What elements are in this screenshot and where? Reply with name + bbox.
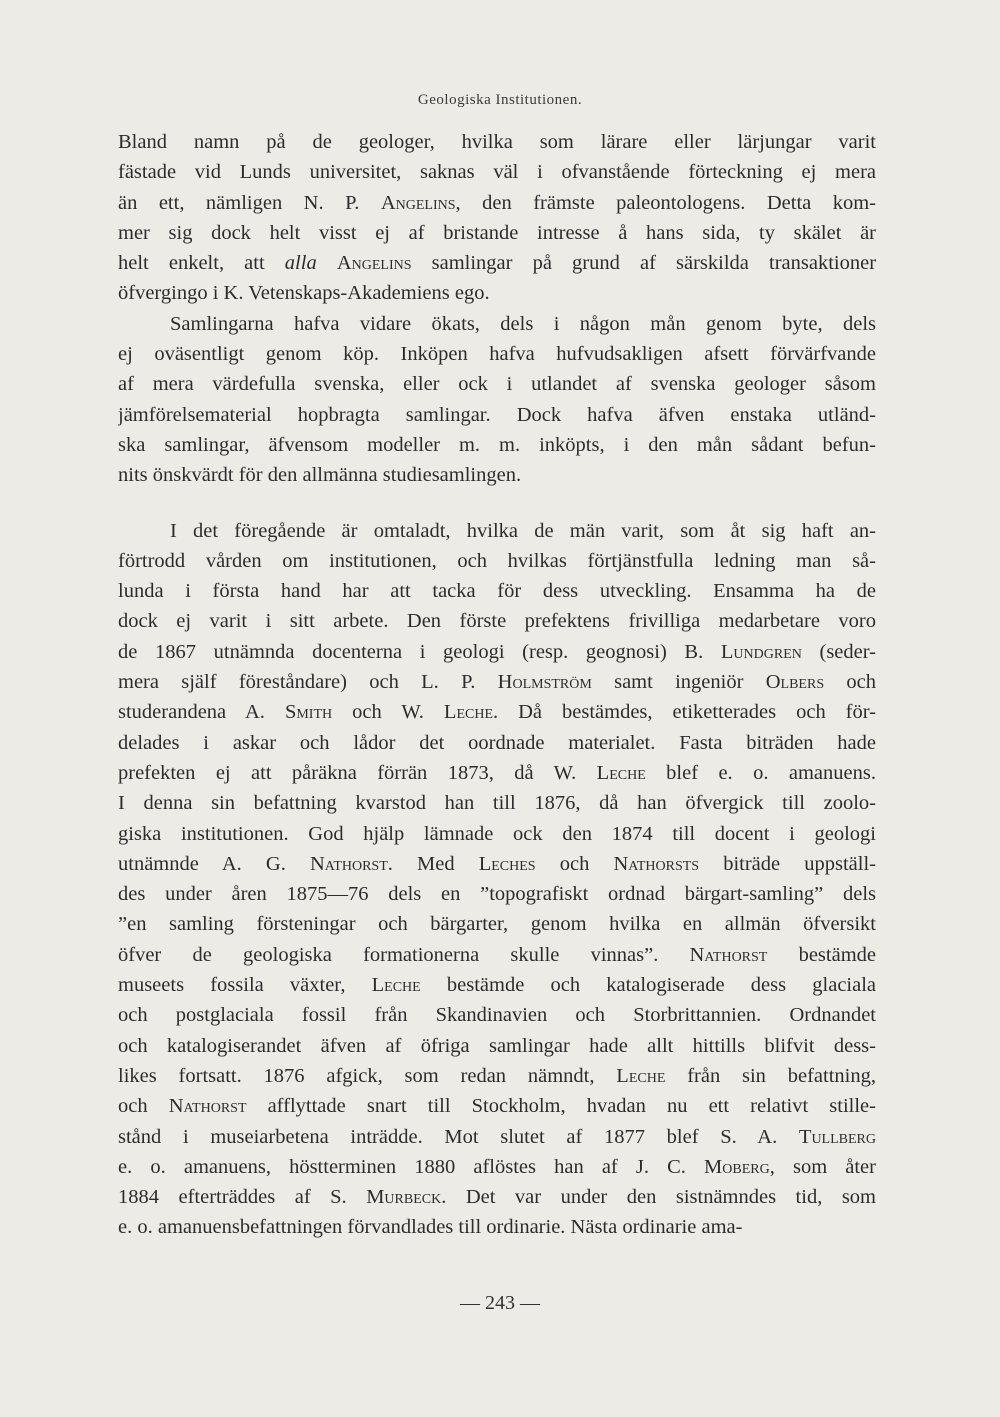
text-line: ”en samling försteningar och bärgarter, genom hvilka en allmän öfversikt: [118, 913, 876, 936]
paragraph-2: [118, 309, 876, 491]
text-line: giska institutionen. God hjälp lämnade ock den 1874 till docent i geologi: [118, 822, 876, 845]
text-line: Samlingarna hafva vidare ökats, dels i någon mån genom byte, dels: [170, 312, 876, 335]
name-small-caps: Leche: [616, 1064, 666, 1087]
text-line: nits önskvärdt för den allmänna studiesamlingen.: [118, 464, 522, 487]
text-line: e. o. amanuens, höstterminen 1880 aflöstes han af J. C. Moberg, som åter: [118, 1155, 876, 1178]
text-line: ej oväsentligt genom köp. Inköpen hafva hufvudsakligen afsett förvärfvande: [118, 343, 876, 366]
name-small-caps: Leches: [478, 852, 536, 875]
text-line: delades i askar och lådor det oordnade materialet. Fasta biträden hade: [118, 731, 876, 754]
name-small-caps: Nathorst: [309, 852, 388, 875]
text-line: mera själf föreståndare) och L. P. Holmström samt ingeniör Olbers och: [118, 671, 876, 694]
text-line: helt enkelt, att alla Angelins samlingar på grund af särskilda transaktioner: [118, 252, 876, 275]
text-line: e. o. amanuensbefattningen förvandlades till ordinarie. Nästa ordinarie ama-: [118, 1216, 743, 1239]
section-gap: [118, 491, 876, 516]
text-line: I det föregående är omtaladt, hvilka de män varit, som åt sig haft an-: [170, 519, 876, 542]
text-line: I denna sin befattning kvarstod han till 1876, då han öfvergick till zoolo-: [118, 792, 876, 815]
text-line: museets fossila växter, Leche bestämde och katalogiserade dess glaciala: [118, 974, 876, 997]
text-line: utnämnde A. G. Nathorst. Med Leches och Nathorsts biträde uppställ-: [118, 852, 876, 875]
text-line: Bland namn på de geologer, hvilka som lärare eller lärjungar varit: [118, 131, 876, 153]
name-small-caps: Olbers: [765, 671, 825, 694]
name-small-caps: Nathorsts: [613, 852, 700, 875]
text-line: mer sig dock helt visst ej af bristande intresse å hans sida, ty skälet är: [118, 221, 876, 244]
text-line: och katalogiserandet äfven af öfriga samlingar hade allt hittills blifvit dess-: [118, 1034, 876, 1057]
text-line: öfver de geologiska formationerna skulle vinnas”. Nathorst bestämde: [118, 943, 876, 966]
text-line: fästade vid Lunds universitet, saknas väl i ofvanstående förteckning ej mera: [118, 161, 876, 184]
name-small-caps: Leche: [596, 761, 646, 784]
text-line: des under åren 1875—76 dels en ”topografiskt ordnad bärgart-samling” dels: [118, 883, 876, 906]
text-line: än ett, nämligen N. P. Angelins, den främste paleontologens. Detta kom-: [118, 191, 876, 214]
text-line: ska samlingar, äfvensom modeller m. m. inköpts, i den mån sådant befun-: [118, 433, 876, 456]
running-head: Geologiska Institutionen.: [417, 92, 583, 108]
text-line: och postglaciala fossil från Skandinavien och Storbrittannien. Ordnandet: [118, 1004, 876, 1027]
name-small-caps: Lundgren: [720, 640, 802, 663]
text-line: förtrodd vården om institutionen, och hvilkas förtjänstfulla ledning man så-: [118, 549, 876, 572]
name-small-caps: Leche: [371, 974, 421, 997]
name-small-caps: Tullberg: [798, 1125, 876, 1148]
paragraph-1: [118, 127, 876, 309]
text-line: lunda i första hand har att tacka för dess utveckling. Ensamma ha de: [118, 580, 876, 603]
text-line: prefekten ej att påräkna förrän 1873, då W. Leche blef e. o. amanuens.: [118, 761, 876, 784]
text-line: jämförelsematerial hopbragta samlingar. Dock hafva äfven enstaka utländ-: [118, 403, 876, 426]
name-small-caps: Moberg: [704, 1155, 770, 1178]
text-line: stånd i museiarbetena inträdde. Mot slutet af 1877 blef S. A. Tullberg: [118, 1125, 876, 1148]
text-line: likes fortsatt. 1876 afgick, som redan nämndt, Leche från sin befattning,: [118, 1064, 876, 1087]
name-small-caps: Nathorst: [689, 943, 768, 966]
page-number: — 243 —: [460, 1292, 540, 1314]
text-line: öfvergingo i K. Vetenskaps-Akademiens ego.: [118, 282, 490, 305]
text-line: 1884 efterträddes af S. Murbeck. Det var under den sistnämndes tid, som: [118, 1186, 876, 1209]
text-line: af mera värdefulla svenska, eller ock i utlandet af svenska geologer såsom: [118, 373, 876, 396]
text-line: studerandena A. Smith och W. Leche. Då bestämdes, etiketterades och för-: [118, 701, 876, 724]
name-small-caps: Leche: [443, 701, 493, 724]
italic-word: alla: [284, 252, 317, 275]
name-small-caps: Murbeck: [366, 1186, 442, 1209]
text-line: dock ej varit i sitt arbete. Den förste prefektens frivilliga medarbetare voro: [118, 610, 876, 633]
name-small-caps: Holmström: [497, 671, 592, 694]
name-small-caps: Angelins: [336, 252, 412, 275]
text-line: och Nathorst afflyttade snart till Stockholm, hvadan nu ett relativt stille-: [118, 1095, 876, 1118]
text-line: de 1867 utnämnda docenterna i geologi (resp. geognosi) B. Lundgren (seder-: [118, 640, 876, 663]
name-small-caps: Nathorst: [168, 1095, 247, 1118]
name-small-caps: Angelins: [380, 191, 456, 214]
name-small-caps: Smith: [284, 701, 333, 724]
body-text: [118, 127, 876, 1243]
paragraph-3: [118, 516, 876, 1243]
